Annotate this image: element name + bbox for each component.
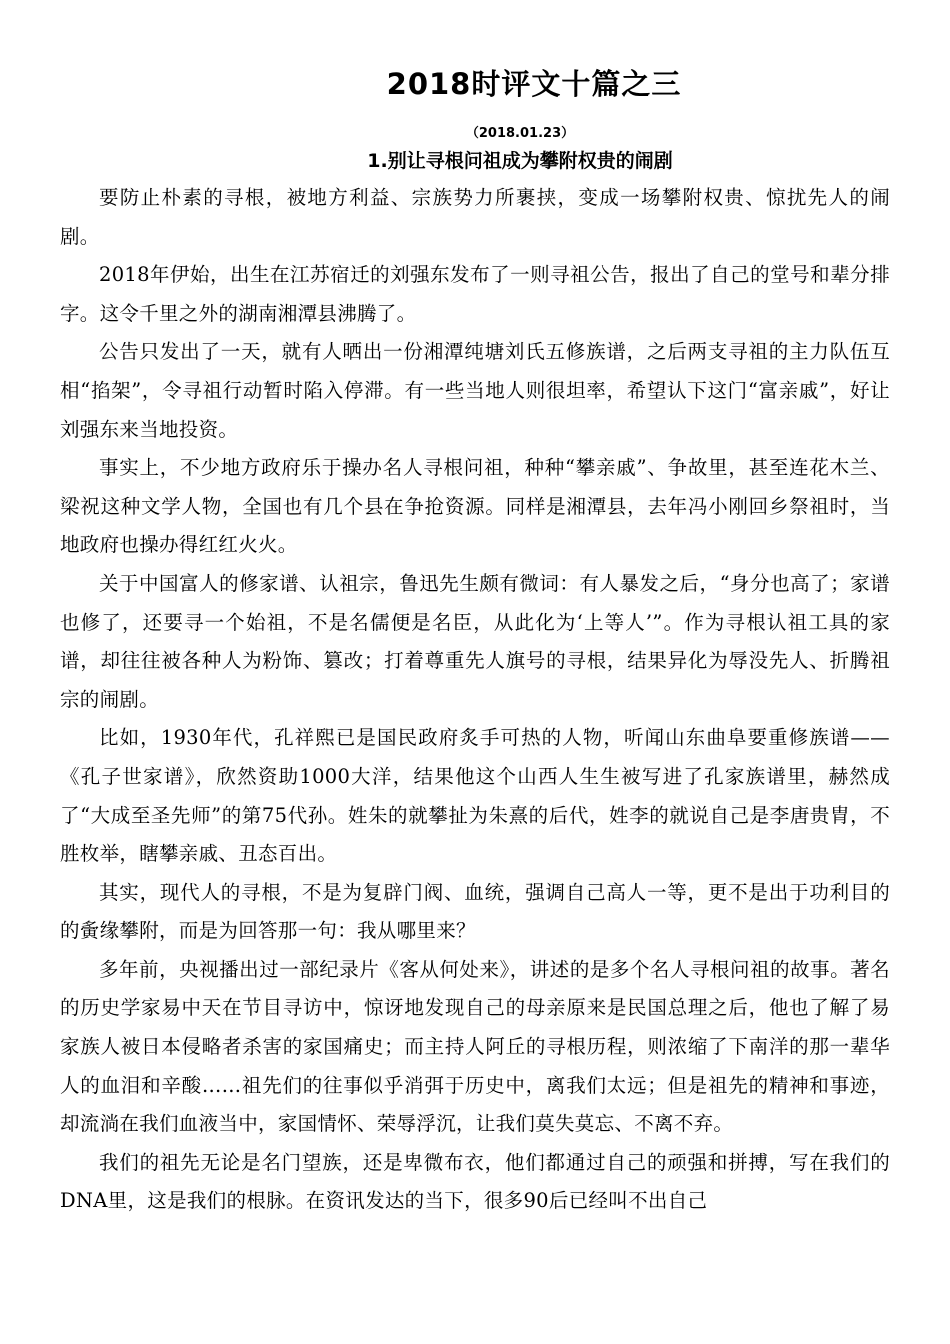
paragraph: 要防止朴素的寻根，被地方利益、宗族势力所裹挟，变成一场攀附权贵、惊扰先人的闹剧。	[60, 186, 890, 248]
paragraph: 公告只发出了一天，就有人晒出一份湘潭纯塘刘氏五修族谱，之后两支寻祖的主力队伍互相“掐架”，令寻祖行动暂时陷入停滞。有一些当地人则很坦率，希望认下这门“富亲戚”，好让刘强东来当地投资。	[60, 340, 890, 441]
paragraph: 我们的祖先无论是名门望族，还是卑微布衣，他们都通过自己的顽强和拼搏，写在我们的DNA里，这是我们的根脉。在资讯发达的当下，很多90后已经叫不出自己	[60, 1150, 890, 1213]
paragraph: 关于中国富人的修家谱、认祖宗，鲁迅先生颇有微词：有人暴发之后，“身分也高了；家谱也修了，还要寻一个始祖，不是名儒便是名臣，从此化为‘上等人’”。作为寻根认祖工具的家谱，却往往被各种人为粉饰、篡改；打着尊重先人旗号的寻根，结果异化为辱没先人、折腾祖宗的闹剧。	[60, 571, 890, 711]
document-date: （2018.01.23）	[465, 126, 575, 141]
paragraph: 多年前，央视播出过一部纪录片《客从何处来》，讲述的是多个名人寻根问祖的故事。著名的历史学家易中天在节目寻访中，惊讶地发现自己的母亲原来是民国总理之后，他也了解了易家族人被日本侵略者杀害的家国痛史；而主持人阿丘的寻根历程，则浓缩了下南洋的那一辈华人的血泪和辛酸……祖先们的往事似乎消弭于历史中，离我们太远；但是祖先的精神和事迹，却流淌在我们血液当中，家国情怀、荣辱浮沉，让我们莫失莫忘、不离不弃。	[60, 957, 890, 1136]
paragraph: 事实上，不少地方政府乐于操办名人寻根问祖，种种“攀亲戚”、争故里，甚至连花木兰、梁祝这种文学人物，全国也有几个县在争抢资源。同样是湘潭县，去年冯小刚回乡祭祖时，当地政府也操办得红红火火。	[60, 456, 890, 557]
article-title: 1.别让寻根问祖成为攀附权贵的闹剧	[367, 150, 673, 172]
paragraph: 其实，现代人的寻根，不是为复辟门阀、血统，强调自己高人一等，更不是出于功利目的的夤缘攀附，而是为回答那一句：我从哪里来？	[60, 880, 890, 943]
paragraph: 比如，1930年代，孔祥熙已是国民政府炙手可热的人物，听闻山东曲阜要重修族谱——《孔子世家谱》，欣然资助1000大洋，结果他这个山西人生生被写进了孔家族谱里，赫然成了“大成至圣先师”的第75代孙。姓朱的就攀扯为朱熹的后代，姓李的就说自己是李唐贵胄，不胜枚举，瞎攀亲戚、丑态百出。	[60, 726, 890, 866]
paragraph: 2018年伊始，出生在江苏宿迁的刘强东发布了一则寻祖公告，报出了自己的堂号和辈分排字。这令千里之外的湖南湘潭县沸腾了。	[60, 263, 890, 325]
document-page	[60, 56, 890, 1221]
document-title: 2018时评文十篇之三	[386, 67, 682, 101]
